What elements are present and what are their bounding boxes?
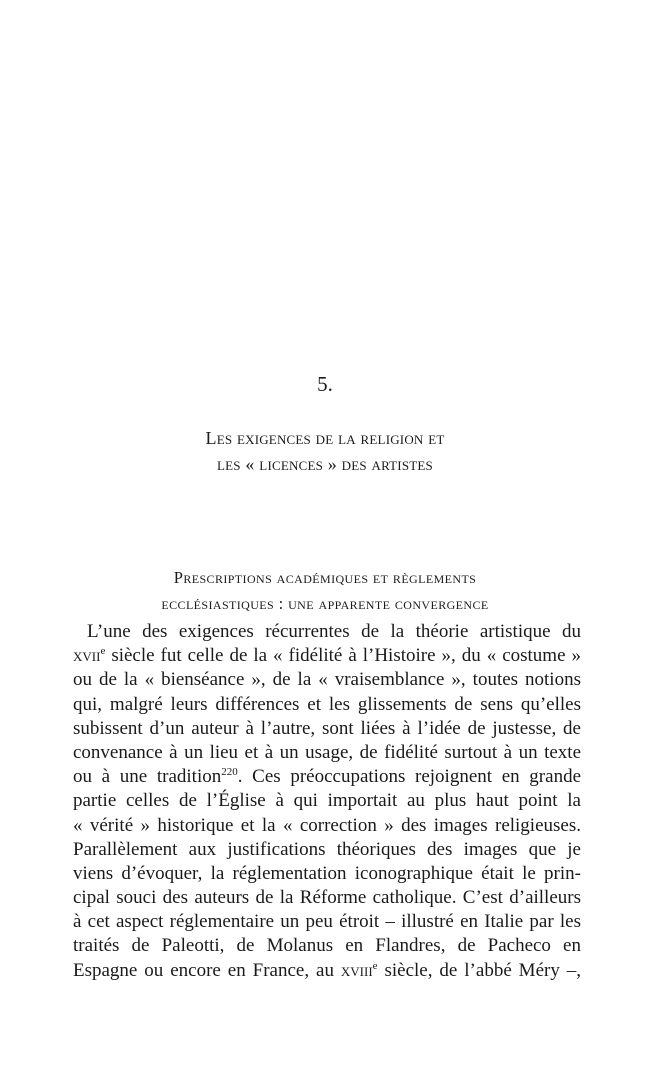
line-text: siècle fut celle de la « fidélité à l’Histoire », du « costume » [111,645,581,667]
section-title-line-1: Prescriptions académiques et règlements [173,568,477,587]
chapter-title [0,425,650,477]
paragraph-line [73,644,581,668]
paragraph-line: Parallèlement aux justifications théoriques des images que je [73,838,581,860]
paragraph-line: L’une des exigences récurrentes de la théorie artistique du [87,621,581,642]
paragraph-line: partie celles de l’Église à qui importait au plus haut point la [73,790,581,812]
line-text: . Ces préoccupations rejoignent en grande [237,766,581,788]
section-title-line-2: ecclésiastiques : une apparente convergence [161,594,489,613]
century-numeral: xvii [73,645,101,667]
line-text: Espagne ou encore en France, au [73,959,334,981]
paragraph-line: convenance à un lieu et à un usage, de fidélité surtout à un texte [73,741,581,763]
chapter-number: 5. [317,372,333,396]
paragraph-line: à cet aspect réglementaire un peu étroit – illustré en Italie par les [73,911,581,933]
line-text: ou à une tradition [73,766,222,788]
chapter-title-line-1: Les exigences de la religion et [205,428,445,448]
line-text: siècle, de l’abbé Méry –, [384,959,582,981]
footnote-reference: 220 [221,766,238,779]
paragraph-line: cipal souci des auteurs de la Réforme catholique. C’est d’ailleurs [73,887,581,909]
paragraph-line [73,765,581,789]
section-title [0,565,650,617]
chapter-title-line-2: les « licences » des artistes [217,454,433,474]
century-numeral: xviii [340,959,373,981]
paragraph-line: « vérité » historique et la « correction » des images religieuses. [73,814,581,836]
paragraph-line: viens d’évoquer, la réglementation iconographique était le prin- [73,862,581,884]
body-paragraph [73,620,581,983]
paragraph-line: traités de Paleotti, de Molanus en Flandres, de Pacheco en [73,935,581,957]
paragraph-line [73,959,581,983]
paragraph-line: ou de la « bienséance », de la « vraisemblance », toutes notions [73,669,581,691]
century-superscript: e [372,959,378,972]
paragraph-line: qui, malgré leurs différences et les glissements de sens qu’elles [73,693,581,715]
paragraph-line: subissent d’un auteur à l’autre, sont liées à l’idée de justesse, de [73,717,581,739]
century-superscript: e [100,645,106,658]
